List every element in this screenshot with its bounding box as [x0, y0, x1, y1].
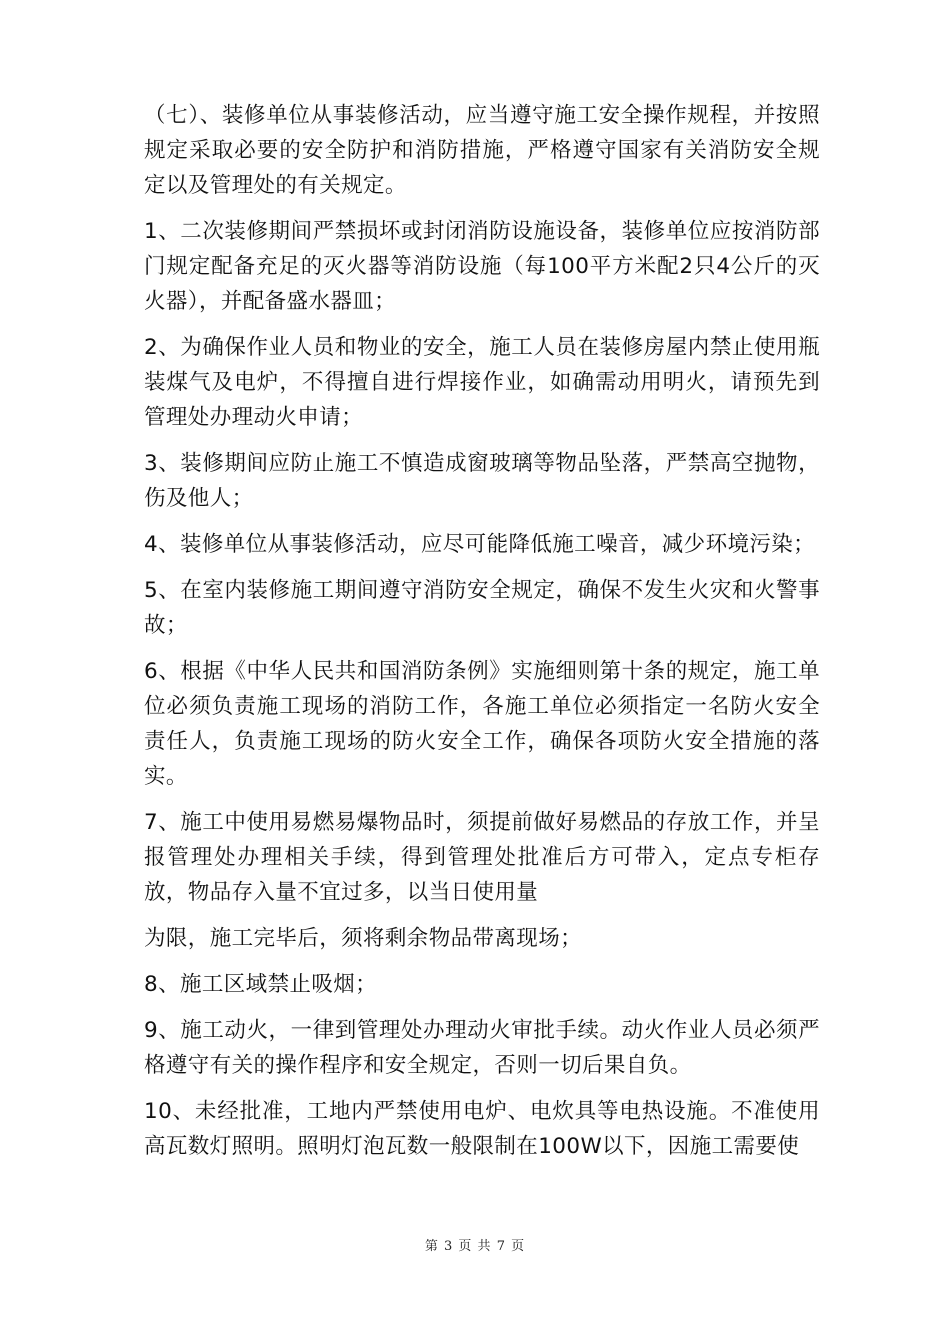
paragraph-item-8: 8、施工区域禁止吸烟；: [144, 972, 378, 997]
paragraph-item-6: 6、根据《中华人民共和国消防条例》实施细则第十条的规定，施工单位必须负责施工现场的消防工作，各施工单位必须指定一名防火安全责任人，负责施工现场的防火安全工作，确保各项防火安全措施的落实。: [144, 659, 820, 789]
page-number-footer: 第 3 页 共 7 页: [424, 1239, 526, 1254]
paragraph-section-7-intro: （七）、装修单位从事装修活动，应当遵守施工安全操作规程，并按照规定采取必要的安全防护和消防措施，严格遵守国家有关消防安全规定以及管理处的有关规定。: [144, 103, 820, 198]
document-body: [144, 98, 820, 1175]
paragraph-item-2: 2、为确保作业人员和物业的安全，施工人员在装修房屋内禁止使用瓶装煤气及电炉，不得擅自进行焊接作业，如确需动用明火，请预先到管理处办理动火申请；: [144, 335, 820, 430]
paragraph-item-5: 5、在室内装修施工期间遵守消防安全规定，确保不发生火灾和火警事故；: [144, 578, 820, 638]
paragraph-item-3: 3、装修期间应防止施工不慎造成窗玻璃等物品坠落，严禁高空抛物，伤及他人；: [144, 451, 820, 511]
paragraph-item-10: 10、未经批准，工地内严禁使用电炉、电炊具等电热设施。不准使用高瓦数灯照明。照明灯泡瓦数一般限制在100W以下，因施工需要使: [144, 1099, 820, 1159]
paragraph-item-1: 1、二次装修期间严禁损坏或封闭消防设施设备，装修单位应按消防部门规定配备充足的灭火器等消防设施（每100平方米配2只4公斤的灭火器），并配备盛水器皿；: [144, 219, 820, 314]
paragraph-item-9: 9、施工动火，一律到管理处办理动火审批手续。动火作业人员必须严格遵守有关的操作程序和安全规定，否则一切后果自负。: [144, 1018, 820, 1078]
paragraph-item-7-continued: 为限，施工完毕后，须将剩余物品带离现场；: [144, 926, 583, 951]
paragraph-item-4: 4、装修单位从事装修活动，应尽可能降低施工噪音，减少环境污染；: [144, 532, 816, 557]
paragraph-item-7: 7、施工中使用易燃易爆物品时，须提前做好易燃品的存放工作，并呈报管理处办理相关手续，得到管理处批准后方可带入，定点专柜存放，物品存入量不宜过多，以当日使用量: [144, 810, 820, 905]
